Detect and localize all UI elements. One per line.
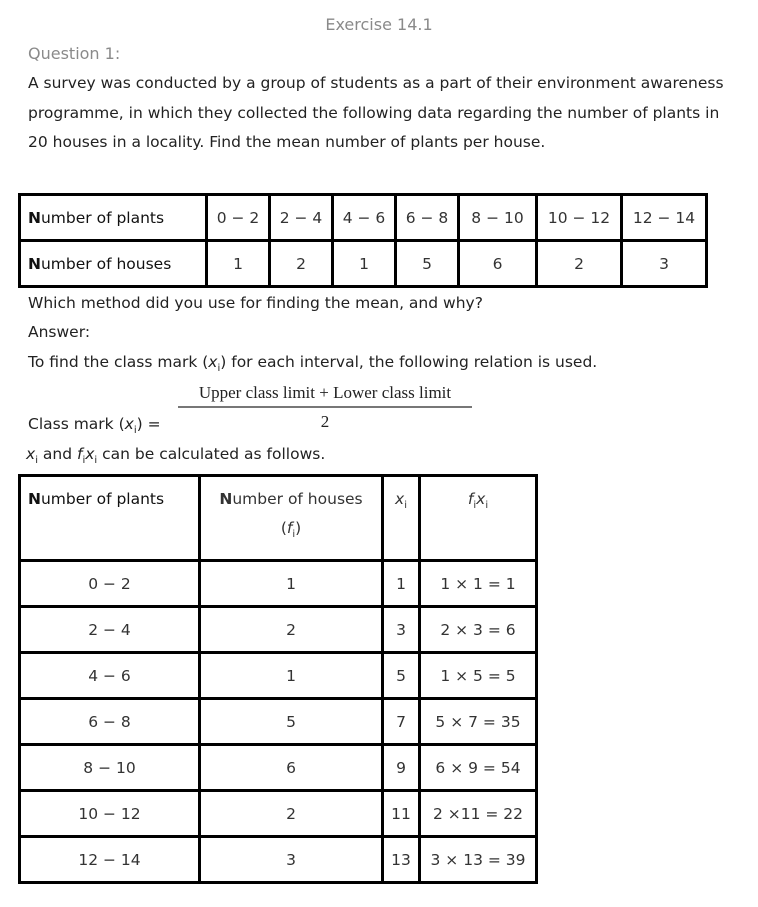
table-row: [20, 241, 707, 287]
class-mark-cell: 3: [383, 607, 420, 653]
interval-cell: 12 − 14: [622, 195, 707, 241]
class-mark-cell: 5: [383, 653, 420, 699]
product-cell: 1 × 5 = 5: [420, 653, 537, 699]
table-row: [20, 607, 537, 653]
frequency-cell: 1: [200, 561, 383, 607]
table-row: [20, 745, 537, 791]
calc-line: $x_i$ and $f_ix_i$ can be calculated as follows.: [26, 445, 326, 467]
class-mark-cell: 1: [383, 561, 420, 607]
table-row: [20, 837, 537, 883]
table-row: [20, 791, 537, 837]
houses-cell: 5: [396, 241, 459, 287]
product-cell: 1 × 1 = 1: [420, 561, 537, 607]
houses-cell: 2: [270, 241, 333, 287]
formula-numerator: Upper class limit + Lower class limit: [178, 383, 472, 408]
frequency-cell: 2: [200, 607, 383, 653]
class-mark-cell: 9: [383, 745, 420, 791]
header-number-of-plants: Number of plants: [20, 476, 200, 561]
product-cell: 5 × 7 = 35: [420, 699, 537, 745]
class-mark-lhs: Class mark $(x_i)$ =: [28, 415, 161, 437]
row-label: Number of plants: [20, 195, 207, 241]
header-fixi: $f_ix_i$: [420, 476, 537, 561]
table-row: [20, 561, 537, 607]
interval-cell: 8 − 10: [20, 745, 200, 791]
frequency-cell: 3: [200, 837, 383, 883]
houses-cell: 3: [622, 241, 707, 287]
followup-question: Which method did you use for finding the mean, and why?: [28, 294, 483, 312]
answer-intro: To find the class mark $(x_i)$ for each interval, the following relation is used.: [28, 353, 598, 375]
houses-cell: 6: [459, 241, 537, 287]
product-cell: 3 × 13 = 39: [420, 837, 537, 883]
interval-cell: 8 − 10: [459, 195, 537, 241]
interval-cell: 0 − 2: [207, 195, 270, 241]
class-mark-formula: [178, 383, 472, 432]
table-row: [20, 653, 537, 699]
frequency-cell: 1: [200, 653, 383, 699]
class-mark-cell: 13: [383, 837, 420, 883]
question-text: A survey was conducted by a group of students as a part of their environment awareness programme, in which they collected the following data regarding the number of plants in 20 houses in a locality. Find the mean number of plants per house.: [28, 74, 724, 151]
interval-cell: 6 − 8: [20, 699, 200, 745]
formula-denominator: 2: [320, 412, 330, 431]
calculation-table: [18, 474, 538, 884]
houses-cell: 1: [207, 241, 270, 287]
class-mark-cell: 11: [383, 791, 420, 837]
table-row: [20, 195, 707, 241]
interval-cell: 6 − 8: [396, 195, 459, 241]
houses-cell: 1: [333, 241, 396, 287]
row-label: Number of houses: [20, 241, 207, 287]
interval-cell: 2 − 4: [270, 195, 333, 241]
class-mark-cell: 7: [383, 699, 420, 745]
header-xi: $x_i$: [383, 476, 420, 561]
question-label: Question 1:: [28, 44, 121, 63]
row-label-text: umber of plants: [40, 208, 165, 227]
product-cell: 2 ×11 = 22: [420, 791, 537, 837]
interval-cell: 0 − 2: [20, 561, 200, 607]
houses-cell: 2: [537, 241, 622, 287]
interval-cell: 4 − 6: [20, 653, 200, 699]
frequency-cell: 6: [200, 745, 383, 791]
answer-label: Answer:: [28, 323, 91, 341]
interval-cell: 10 − 12: [20, 791, 200, 837]
header-number-of-houses: Number of houses $(f_i)$: [200, 476, 383, 561]
frequency-cell: 2: [200, 791, 383, 837]
interval-cell: 2 − 4: [20, 607, 200, 653]
interval-cell: 12 − 14: [20, 837, 200, 883]
interval-cell: 10 − 12: [537, 195, 622, 241]
product-cell: 6 × 9 = 54: [420, 745, 537, 791]
exercise-title: Exercise 14.1: [325, 15, 433, 34]
table-header-row: [20, 476, 537, 561]
interval-cell: 4 − 6: [333, 195, 396, 241]
frequency-cell: 5: [200, 699, 383, 745]
table-row: [20, 699, 537, 745]
product-cell: 2 × 3 = 6: [420, 607, 537, 653]
row-label-text: umber of houses: [40, 254, 172, 273]
plants-houses-table: [18, 193, 708, 288]
